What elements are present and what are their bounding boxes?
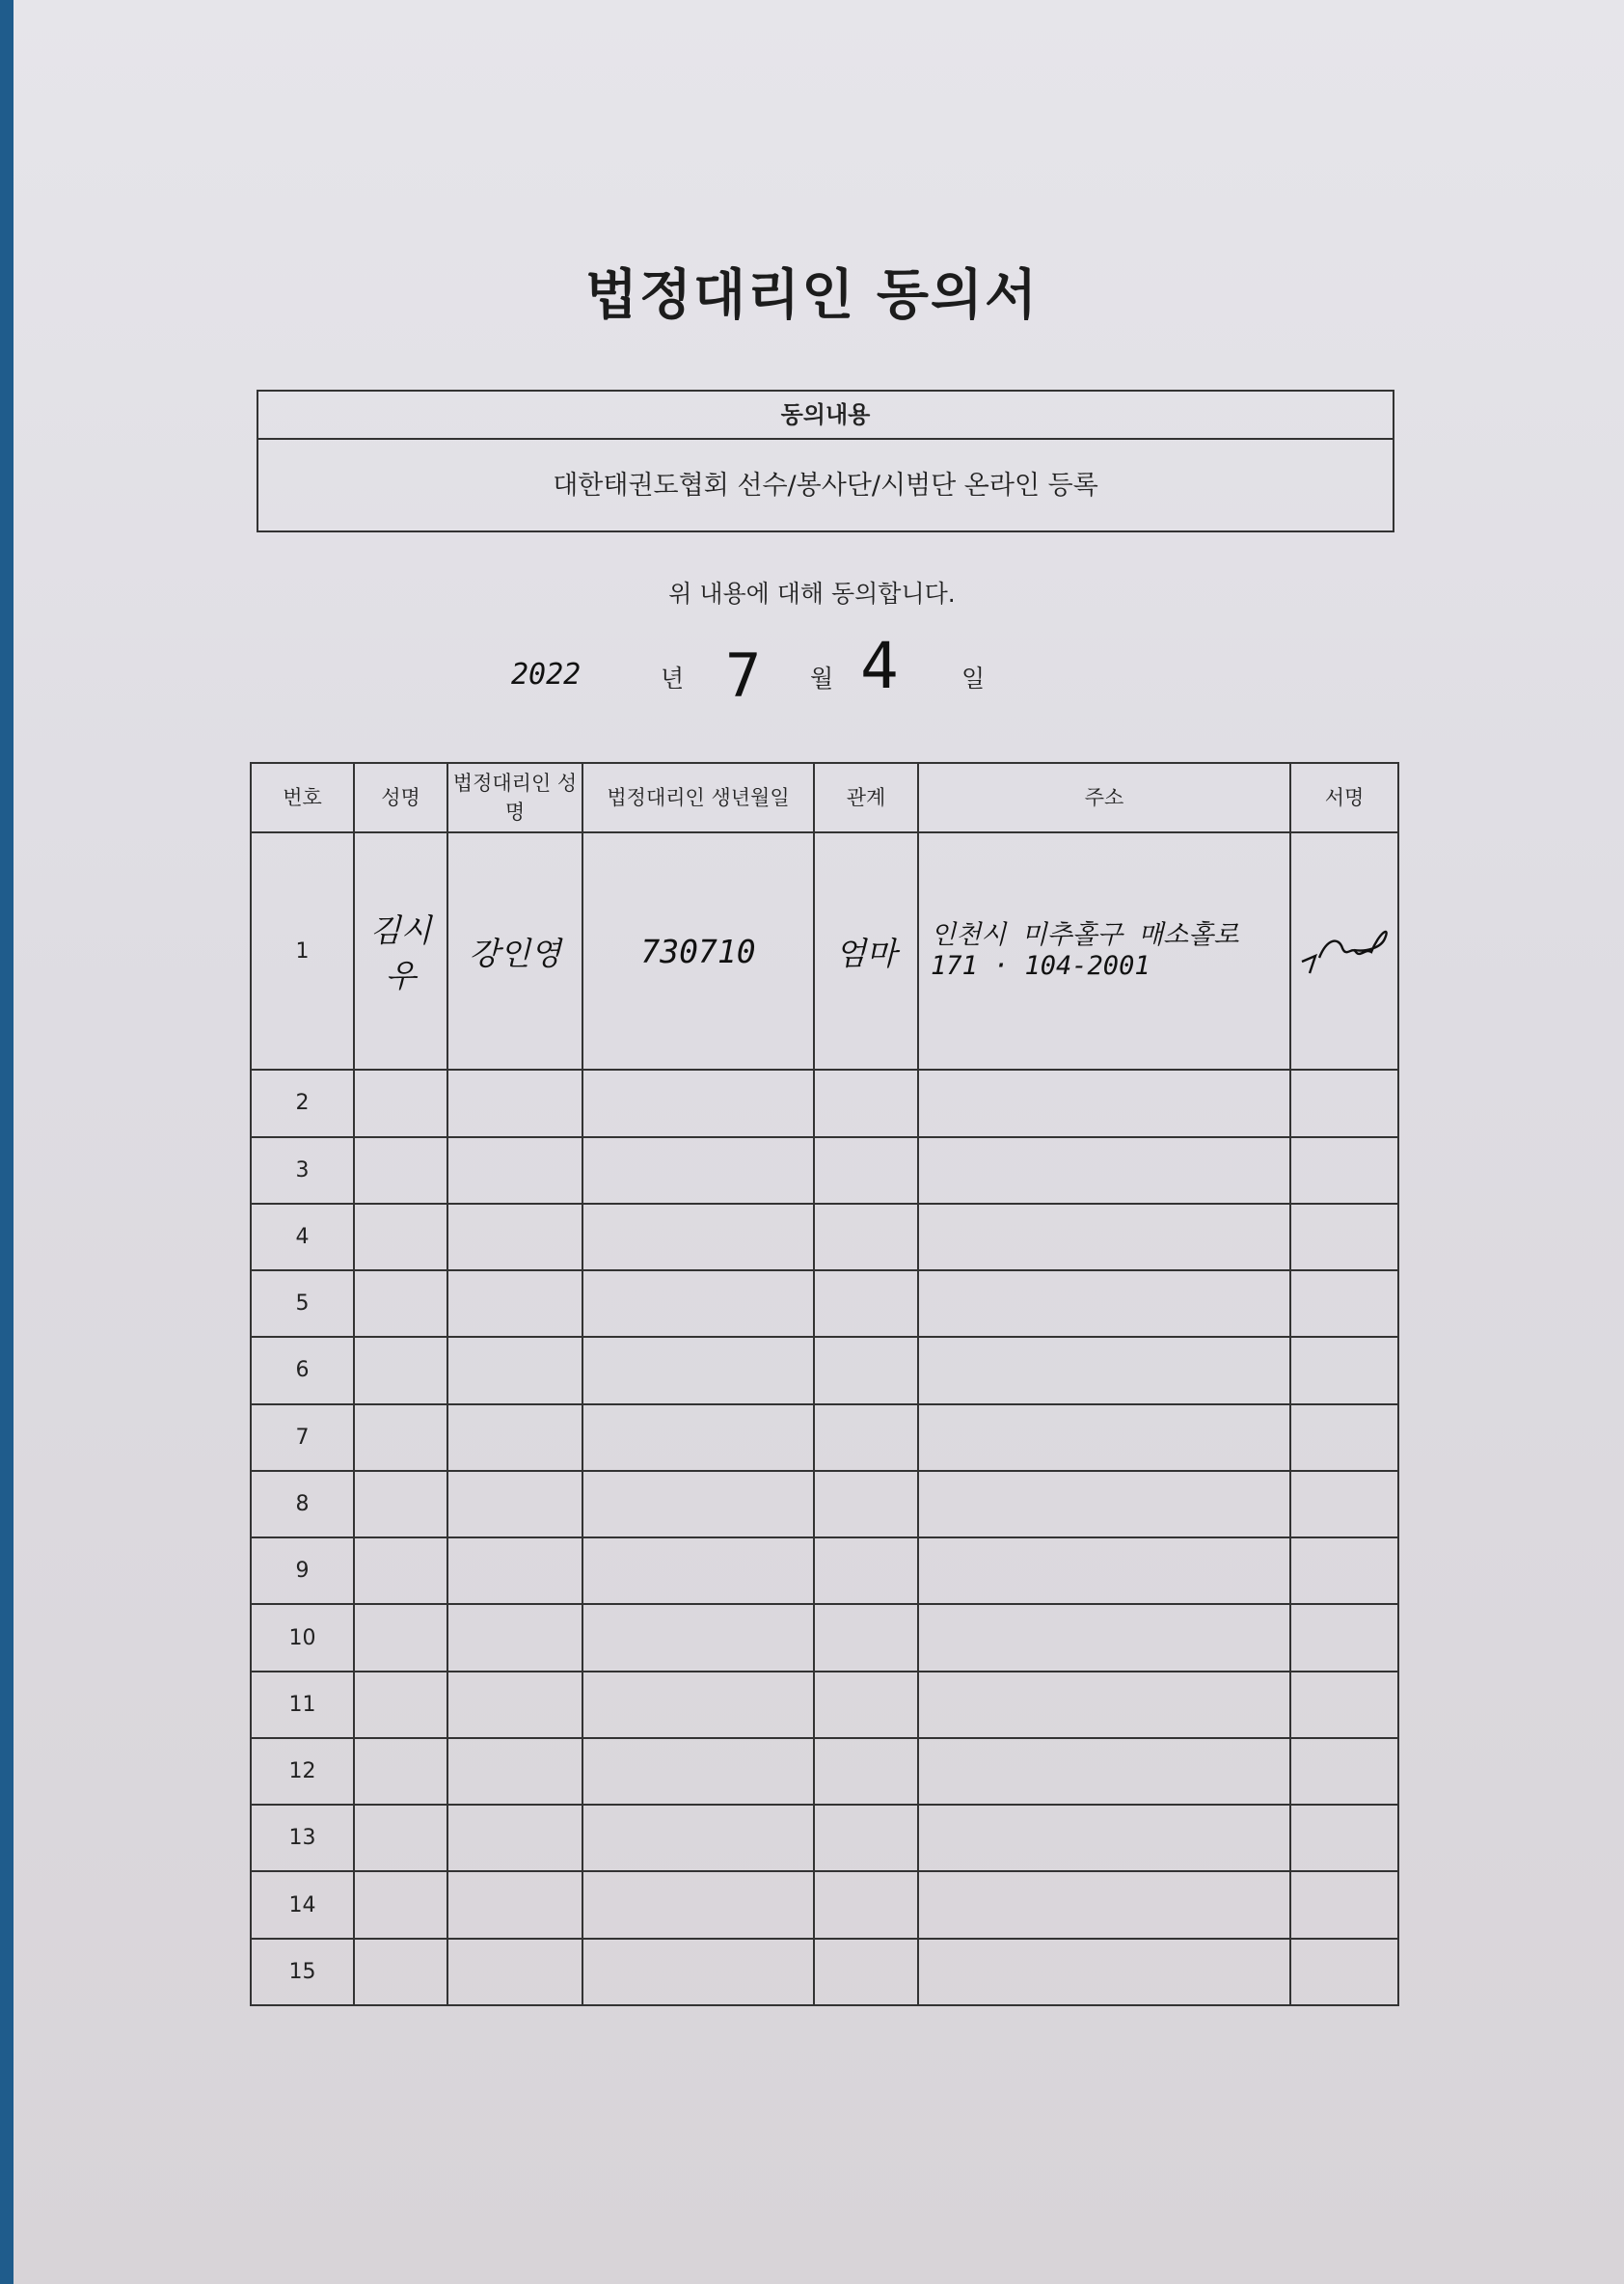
row-number-cell: 11 [251,1672,354,1738]
column-header-number: 번호 [251,763,354,832]
guardian-name-cell [447,1270,582,1337]
signature-cell [1290,1604,1398,1671]
column-header-name: 성명 [354,763,447,832]
guardian-birth-cell [582,1738,814,1805]
name-cell [354,1070,447,1136]
signature-cell [1290,1337,1398,1403]
date-day-label: 일 [961,665,986,693]
address-cell [918,1070,1290,1136]
table-row [251,1204,1398,1270]
relation-cell [814,1871,918,1938]
relation-cell [814,1805,918,1871]
column-header-signature: 서명 [1290,763,1398,832]
name-cell [354,1137,447,1204]
guardian-birth-cell [582,1404,814,1471]
table-row [251,1471,1398,1537]
table-row [251,1871,1398,1938]
row-number-cell: 2 [251,1070,354,1136]
relation-cell [814,1270,918,1337]
name-cell [354,1270,447,1337]
address-cell [918,1270,1290,1337]
relation-cell [814,1537,918,1604]
address-cell [918,1404,1290,1471]
name-cell [354,1204,447,1270]
row-number-cell: 4 [251,1204,354,1270]
address-cell [918,1137,1290,1204]
guardian-birth-cell [582,1939,814,2005]
column-header-guardian-name: 법정대리인 성명 [447,763,582,832]
handwritten-signature [1298,919,1391,977]
consent-heading: 동의내용 [258,392,1393,440]
signature-cell [1290,1871,1398,1938]
guardian-birth-cell: 730710 [582,832,814,1070]
table-row [251,1939,1398,2005]
signature-cell [1290,1672,1398,1738]
row-number-cell: 6 [251,1337,354,1403]
relation-cell [814,1471,918,1537]
relation-cell [814,1738,918,1805]
guardian-name-cell [447,1871,582,1938]
name-cell [354,1537,447,1604]
guardian-name-cell [447,1204,582,1270]
relation-cell [814,1070,918,1136]
address-cell [918,1738,1290,1805]
guardian-name-cell [447,1404,582,1471]
row-number-cell: 9 [251,1537,354,1604]
table-row [251,1137,1398,1204]
signature-cell [1290,832,1398,1070]
address-cell [918,1337,1290,1403]
guardian-name-cell [447,1471,582,1537]
signature-cell [1290,1738,1398,1805]
date-month-label: 월 [810,665,834,693]
date-day-handwritten: 4 [860,629,899,703]
table-row [251,1604,1398,1671]
guardian-name-cell [447,1137,582,1204]
address-cell [918,1537,1290,1604]
name-cell [354,1471,447,1537]
table-header-row [251,763,1398,832]
guardian-birth-cell [582,1537,814,1604]
table-row [251,1404,1398,1471]
guardian-name-cell [447,1604,582,1671]
row-number-cell: 12 [251,1738,354,1805]
guardian-birth-cell [582,1337,814,1403]
table-row [251,1070,1398,1136]
guardian-birth-cell [582,1672,814,1738]
relation-cell: 엄마 [814,832,918,1070]
date-month-handwritten: 7 [725,640,762,711]
address-cell [918,1471,1290,1537]
row-number-cell: 7 [251,1404,354,1471]
consent-box [257,390,1394,532]
agreement-text: 위 내용에 대해 동의합니다. [668,580,956,608]
row-number-cell: 10 [251,1604,354,1671]
name-cell [354,1939,447,2005]
guardian-birth-cell [582,1070,814,1136]
signature-cell [1290,1137,1398,1204]
address-cell [918,1871,1290,1938]
row-number-cell: 5 [251,1270,354,1337]
name-cell [354,1871,447,1938]
document-title: 법정대리인 동의서 [584,264,1040,327]
table-row [251,1337,1398,1403]
column-header-relation: 관계 [814,763,918,832]
guardian-name-cell [447,1738,582,1805]
table-row [251,1805,1398,1871]
address-cell [918,1672,1290,1738]
column-header-guardian-birth: 법정대리인 생년월일 [582,763,814,832]
address-cell [918,1939,1290,2005]
row-number-cell: 14 [251,1871,354,1938]
address-line-2: 171 · 104-2001 [931,951,1150,982]
guardian-name-cell [447,1805,582,1871]
name-cell [354,1672,447,1738]
name-cell [354,1604,447,1671]
row-number-cell: 8 [251,1471,354,1537]
relation-cell [814,1337,918,1403]
table-row [251,1270,1398,1337]
guardian-birth-cell [582,1270,814,1337]
name-cell [354,1805,447,1871]
date-line [501,629,1080,714]
guardian-name-cell [447,1337,582,1403]
relation-cell [814,1137,918,1204]
signature-cell [1290,1471,1398,1537]
registration-table [250,762,1399,2006]
table-row [251,1738,1398,1805]
signature-cell [1290,1537,1398,1604]
column-header-address: 주소 [918,763,1290,832]
guardian-name-cell [447,1537,582,1604]
table-row [251,1672,1398,1738]
name-cell [354,1404,447,1471]
guardian-birth-cell [582,1871,814,1938]
relation-cell [814,1404,918,1471]
guardian-name-cell [447,1939,582,2005]
row-number-cell: 15 [251,1939,354,2005]
guardian-birth-cell [582,1471,814,1537]
table-row [251,832,1398,1070]
guardian-name-cell [447,1070,582,1136]
relation-cell [814,1939,918,2005]
name-cell: 김시우 [354,832,447,1070]
relation-cell [814,1604,918,1671]
row-number-cell: 3 [251,1137,354,1204]
guardian-birth-cell [582,1204,814,1270]
row-number-cell: 1 [251,832,354,1070]
date-year-label: 년 [661,665,685,693]
address-cell [918,1604,1290,1671]
address-cell [918,832,1290,1070]
row-number-cell: 13 [251,1805,354,1871]
guardian-birth-cell [582,1604,814,1671]
guardian-birth-cell [582,1137,814,1204]
table-row [251,1537,1398,1604]
signature-cell [1290,1805,1398,1871]
signature-cell [1290,1270,1398,1337]
guardian-birth-cell [582,1805,814,1871]
address-cell [918,1805,1290,1871]
signature-cell [1290,1070,1398,1136]
guardian-name-cell [447,1672,582,1738]
signature-cell [1290,1404,1398,1471]
date-year-handwritten: 2022 [511,658,582,692]
relation-cell [814,1672,918,1738]
address-line-1: 인천시 미추홀구 매소홀로 [931,920,1239,951]
address-cell [918,1204,1290,1270]
name-cell [354,1337,447,1403]
relation-cell [814,1204,918,1270]
signature-cell [1290,1939,1398,2005]
guardian-name-cell: 강인영 [447,832,582,1070]
consent-content: 대한태권도협회 선수/봉사단/시범단 온라인 등록 [553,471,1098,501]
name-cell [354,1738,447,1805]
signature-cell [1290,1204,1398,1270]
